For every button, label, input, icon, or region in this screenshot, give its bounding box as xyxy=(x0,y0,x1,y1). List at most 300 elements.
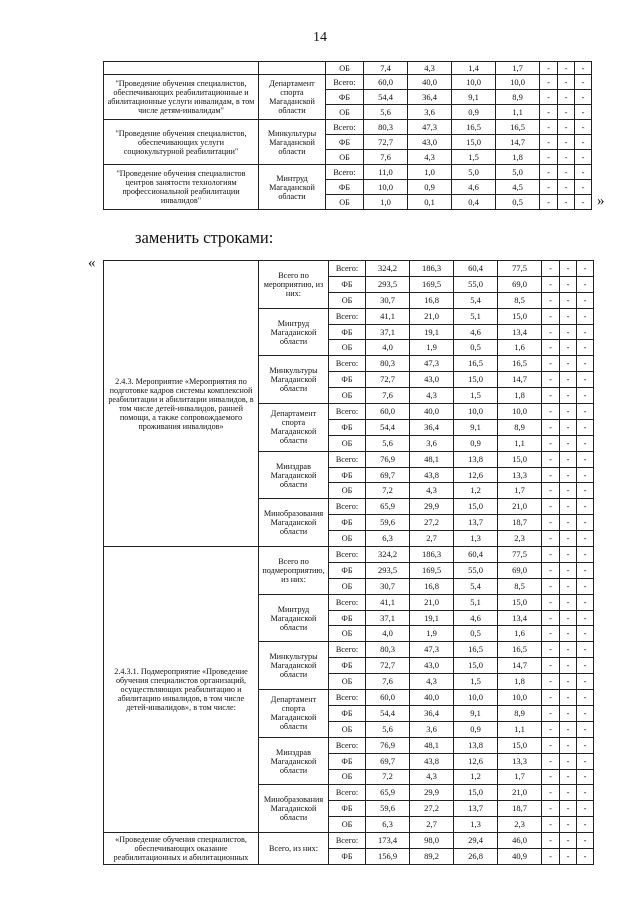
value-year-1: 36,4 xyxy=(410,705,454,721)
fund-label: Всего: xyxy=(329,356,366,372)
value-year-3: 69,0 xyxy=(498,562,542,578)
fund-label: ОБ xyxy=(329,435,366,451)
value-year-5: - xyxy=(560,419,577,435)
value-year-5: - xyxy=(560,261,577,277)
value-year-3: 40,9 xyxy=(498,848,542,864)
value-year-2: 0,9 xyxy=(452,105,496,120)
value-year-3: 15,0 xyxy=(498,737,542,753)
fund-label: ФБ xyxy=(329,372,366,388)
value-year-1: 4,3 xyxy=(410,483,454,499)
replacement-rows-table xyxy=(103,260,594,865)
value-year-5: - xyxy=(558,165,575,180)
fund-label: ОБ xyxy=(329,388,366,404)
value-total: 59,6 xyxy=(366,515,410,531)
value-year-6: - xyxy=(577,658,594,674)
value-year-3: 5,0 xyxy=(496,165,540,180)
value-year-3: 21,0 xyxy=(498,785,542,801)
value-year-3: 1,7 xyxy=(496,62,540,75)
value-year-4: - xyxy=(542,594,560,610)
value-total: 156,9 xyxy=(366,848,410,864)
value-year-5: - xyxy=(560,705,577,721)
value-year-6: - xyxy=(577,499,594,515)
value-year-2: 1,4 xyxy=(452,62,496,75)
value-total: 5,6 xyxy=(364,105,408,120)
table-row xyxy=(104,261,594,277)
value-year-1: 27,2 xyxy=(410,801,454,817)
value-year-5: - xyxy=(560,324,577,340)
value-year-5: - xyxy=(560,308,577,324)
table-row xyxy=(104,62,592,75)
executor-name: Всего по мероприятию, из них: xyxy=(259,261,329,309)
value-year-4: - xyxy=(542,340,560,356)
value-year-2: 16,5 xyxy=(454,356,498,372)
measure-description: "Проведение обучения специалистов, обеспечивающих реабилитационные и абилитационные услуги инвалидам, в том числе детям-инвалидам" xyxy=(104,75,259,120)
value-year-3: 2,3 xyxy=(498,531,542,547)
value-total: 10,0 xyxy=(364,180,408,195)
value-total: 80,3 xyxy=(366,642,410,658)
value-year-3: 15,0 xyxy=(498,451,542,467)
fund-label: ФБ xyxy=(329,276,366,292)
value-year-2: 13,8 xyxy=(454,451,498,467)
value-year-6: - xyxy=(575,62,592,75)
value-year-4: - xyxy=(540,90,558,105)
value-total: 7,6 xyxy=(366,674,410,690)
value-year-1: 169,5 xyxy=(410,276,454,292)
value-total: 76,9 xyxy=(366,451,410,467)
fund-label: ФБ xyxy=(329,562,366,578)
value-year-4: - xyxy=(542,801,560,817)
value-year-3: 1,8 xyxy=(498,388,542,404)
value-year-4: - xyxy=(542,674,560,690)
fund-label: ОБ xyxy=(329,483,366,499)
value-year-3: 16,5 xyxy=(498,642,542,658)
value-total: 60,0 xyxy=(366,690,410,706)
value-total: 7,2 xyxy=(366,769,410,785)
value-year-6: - xyxy=(577,467,594,483)
value-year-1: 40,0 xyxy=(410,690,454,706)
value-year-6: - xyxy=(577,324,594,340)
value-total: 293,5 xyxy=(366,562,410,578)
value-year-6: - xyxy=(575,165,592,180)
value-year-6: - xyxy=(575,120,592,135)
value-year-6: - xyxy=(577,737,594,753)
fund-label: ФБ xyxy=(329,515,366,531)
value-year-1: 0,9 xyxy=(408,180,452,195)
value-total: 80,3 xyxy=(364,120,408,135)
value-year-5: - xyxy=(558,120,575,135)
value-year-2: 29,4 xyxy=(454,833,498,849)
value-year-2: 15,0 xyxy=(454,499,498,515)
value-total: 324,2 xyxy=(366,261,410,277)
value-year-2: 1,5 xyxy=(452,150,496,165)
value-year-2: 10,0 xyxy=(454,404,498,420)
value-year-6: - xyxy=(577,705,594,721)
table-row xyxy=(104,547,594,563)
value-year-5: - xyxy=(558,195,575,210)
value-year-5: - xyxy=(560,642,577,658)
executor-name: Минобразования Магаданской области xyxy=(259,499,329,547)
value-year-5: - xyxy=(558,135,575,150)
value-year-5: - xyxy=(558,105,575,120)
value-year-3: 1,6 xyxy=(498,340,542,356)
value-year-2: 13,7 xyxy=(454,801,498,817)
executor-name: Всего, из них: xyxy=(259,833,329,865)
fund-label: ОБ xyxy=(326,150,364,165)
value-year-2: 13,7 xyxy=(454,515,498,531)
value-year-6: - xyxy=(577,404,594,420)
fund-label: ОБ xyxy=(329,531,366,547)
value-year-2: 12,6 xyxy=(454,753,498,769)
value-total: 60,0 xyxy=(364,75,408,90)
value-year-2: 9,1 xyxy=(454,419,498,435)
opening-quote: « xyxy=(88,255,96,271)
value-year-6: - xyxy=(577,531,594,547)
value-year-1: 4,3 xyxy=(408,62,452,75)
executor-name: Минтруд Магаданской области xyxy=(259,594,329,642)
value-year-5: - xyxy=(558,62,575,75)
value-year-3: 8,5 xyxy=(498,578,542,594)
value-year-2: 1,2 xyxy=(454,769,498,785)
value-year-5: - xyxy=(560,721,577,737)
value-total: 173,4 xyxy=(366,833,410,849)
value-year-2: 60,4 xyxy=(454,547,498,563)
value-year-5: - xyxy=(560,276,577,292)
value-year-1: 36,4 xyxy=(408,90,452,105)
value-year-3: 14,7 xyxy=(496,135,540,150)
executor-name: Департамент спорта Магаданской области xyxy=(259,75,326,120)
value-year-5: - xyxy=(560,753,577,769)
value-year-6: - xyxy=(577,626,594,642)
value-year-6: - xyxy=(577,594,594,610)
executor-name: Минтруд Магаданской области xyxy=(259,165,326,210)
value-year-5: - xyxy=(558,180,575,195)
fund-label: Всего: xyxy=(329,642,366,658)
value-total: 4,0 xyxy=(366,340,410,356)
value-year-3: 13,3 xyxy=(498,753,542,769)
value-year-2: 55,0 xyxy=(454,276,498,292)
value-year-5: - xyxy=(560,499,577,515)
value-year-6: - xyxy=(577,785,594,801)
fund-label: ФБ xyxy=(329,801,366,817)
fund-label: Всего: xyxy=(329,737,366,753)
value-year-1: 48,1 xyxy=(410,451,454,467)
fund-label: ОБ xyxy=(329,292,366,308)
value-year-6: - xyxy=(577,562,594,578)
measure-description: 2.4.3.1. Подмероприятие «Проведение обучения специалистов организаций, осуществляющих реабилитацию и абилитацию инвалидов, в том числе детей-инвалидов», в том числе: xyxy=(104,547,259,833)
value-year-1: 16,8 xyxy=(410,292,454,308)
page-number: 14 xyxy=(313,30,327,45)
fund-label: Всего: xyxy=(329,547,366,563)
value-year-6: - xyxy=(577,276,594,292)
value-year-1: 48,1 xyxy=(410,737,454,753)
value-year-1: 36,4 xyxy=(410,419,454,435)
value-year-5: - xyxy=(560,451,577,467)
fund-label: ОБ xyxy=(329,721,366,737)
value-year-1: 4,3 xyxy=(410,674,454,690)
value-year-2: 26,8 xyxy=(454,848,498,864)
fund-label: ОБ xyxy=(329,674,366,690)
value-year-6: - xyxy=(577,451,594,467)
value-year-5: - xyxy=(560,292,577,308)
value-year-4: - xyxy=(542,769,560,785)
value-year-3: 10,0 xyxy=(496,75,540,90)
value-year-4: - xyxy=(542,753,560,769)
value-year-1: 19,1 xyxy=(410,610,454,626)
value-year-4: - xyxy=(540,150,558,165)
value-year-3: 1,6 xyxy=(498,626,542,642)
value-total: 72,7 xyxy=(366,372,410,388)
fund-label: ФБ xyxy=(326,135,364,150)
value-year-3: 10,0 xyxy=(498,690,542,706)
value-total: 54,4 xyxy=(366,705,410,721)
value-year-5: - xyxy=(560,801,577,817)
value-total: 65,9 xyxy=(366,499,410,515)
value-year-1: 1,0 xyxy=(408,165,452,180)
value-year-5: - xyxy=(560,833,577,849)
value-year-4: - xyxy=(542,531,560,547)
value-year-3: 18,7 xyxy=(498,801,542,817)
fund-label: ФБ xyxy=(329,705,366,721)
value-year-6: - xyxy=(577,483,594,499)
value-year-6: - xyxy=(577,356,594,372)
value-year-6: - xyxy=(577,340,594,356)
value-year-6: - xyxy=(575,195,592,210)
executor-name: Минздрав Магаданской области xyxy=(259,737,329,785)
value-year-6: - xyxy=(577,292,594,308)
value-year-3: 21,0 xyxy=(498,499,542,515)
fund-label: ОБ xyxy=(329,769,366,785)
value-year-6: - xyxy=(575,135,592,150)
value-year-3: 8,9 xyxy=(498,419,542,435)
value-year-3: 13,4 xyxy=(498,324,542,340)
value-year-2: 5,4 xyxy=(454,292,498,308)
value-year-6: - xyxy=(577,817,594,833)
value-year-1: 43,0 xyxy=(408,135,452,150)
value-year-1: 16,8 xyxy=(410,578,454,594)
value-year-4: - xyxy=(542,419,560,435)
value-year-2: 13,8 xyxy=(454,737,498,753)
value-total: 7,4 xyxy=(364,62,408,75)
value-year-3: 4,5 xyxy=(496,180,540,195)
value-year-2: 16,5 xyxy=(454,642,498,658)
value-year-4: - xyxy=(542,705,560,721)
value-year-6: - xyxy=(575,75,592,90)
value-year-6: - xyxy=(577,261,594,277)
value-year-2: 15,0 xyxy=(454,372,498,388)
value-year-2: 15,0 xyxy=(454,785,498,801)
executor-name: Департамент спорта Магаданской области xyxy=(259,404,329,452)
value-year-5: - xyxy=(560,848,577,864)
value-year-4: - xyxy=(542,435,560,451)
value-year-2: 9,1 xyxy=(454,705,498,721)
value-total: 76,9 xyxy=(366,737,410,753)
fund-label: Всего: xyxy=(326,120,364,135)
value-year-3: 15,0 xyxy=(498,594,542,610)
value-year-6: - xyxy=(577,547,594,563)
value-year-5: - xyxy=(558,150,575,165)
value-year-2: 0,5 xyxy=(454,340,498,356)
value-year-1: 4,3 xyxy=(408,150,452,165)
value-year-6: - xyxy=(577,308,594,324)
blank-cell xyxy=(259,62,326,75)
executor-name: Департамент спорта Магаданской области xyxy=(259,690,329,738)
value-year-6: - xyxy=(577,753,594,769)
value-year-4: - xyxy=(542,292,560,308)
executor-name: Минтруд Магаданской области xyxy=(259,308,329,356)
value-total: 37,1 xyxy=(366,610,410,626)
value-year-1: 27,2 xyxy=(410,515,454,531)
value-total: 59,6 xyxy=(366,801,410,817)
value-total: 30,7 xyxy=(366,578,410,594)
value-year-4: - xyxy=(542,308,560,324)
value-year-1: 43,8 xyxy=(410,467,454,483)
value-year-1: 19,1 xyxy=(410,324,454,340)
table-row xyxy=(104,120,592,135)
value-year-5: - xyxy=(560,388,577,404)
measure-description: «Проведение обучения специалистов, обеспечивающих оказание реабилитационных и абилитационных xyxy=(104,833,259,865)
value-year-2: 1,2 xyxy=(454,483,498,499)
value-year-5: - xyxy=(560,817,577,833)
value-year-4: - xyxy=(540,105,558,120)
value-total: 69,7 xyxy=(366,467,410,483)
value-year-4: - xyxy=(542,578,560,594)
value-year-6: - xyxy=(577,372,594,388)
value-year-6: - xyxy=(577,690,594,706)
value-year-4: - xyxy=(540,165,558,180)
value-year-5: - xyxy=(560,626,577,642)
executor-name: Всего по подмероприятию, из них: xyxy=(259,547,329,595)
value-year-5: - xyxy=(560,467,577,483)
value-year-1: 1,9 xyxy=(410,626,454,642)
amended-rows-table xyxy=(103,61,592,210)
value-year-1: 4,3 xyxy=(410,388,454,404)
value-year-4: - xyxy=(542,721,560,737)
value-year-6: - xyxy=(577,435,594,451)
fund-label: ФБ xyxy=(329,324,366,340)
value-year-5: - xyxy=(560,356,577,372)
value-year-1: 3,6 xyxy=(410,721,454,737)
measure-description: "Проведение обучения специалистов, обеспечивающих услуги социокультурной реабилитации" xyxy=(104,120,259,165)
value-year-1: 98,0 xyxy=(410,833,454,849)
value-year-5: - xyxy=(560,785,577,801)
value-year-6: - xyxy=(577,848,594,864)
value-year-3: 69,0 xyxy=(498,276,542,292)
value-year-4: - xyxy=(540,75,558,90)
value-year-1: 43,8 xyxy=(410,753,454,769)
fund-label: ФБ xyxy=(329,467,366,483)
value-year-2: 60,4 xyxy=(454,261,498,277)
value-year-4: - xyxy=(542,547,560,563)
value-year-2: 10,0 xyxy=(454,690,498,706)
value-year-5: - xyxy=(560,404,577,420)
executor-name: Минкультуры Магаданской области xyxy=(259,356,329,404)
value-year-6: - xyxy=(577,388,594,404)
fund-label: ОБ xyxy=(326,195,364,210)
value-year-2: 0,5 xyxy=(454,626,498,642)
fund-label: Всего: xyxy=(329,833,366,849)
value-year-5: - xyxy=(560,340,577,356)
value-total: 30,7 xyxy=(366,292,410,308)
fund-label: ОБ xyxy=(329,817,366,833)
value-year-4: - xyxy=(542,467,560,483)
value-year-1: 0,1 xyxy=(408,195,452,210)
value-year-5: - xyxy=(558,90,575,105)
value-year-4: - xyxy=(542,372,560,388)
value-total: 4,0 xyxy=(366,626,410,642)
value-year-6: - xyxy=(577,833,594,849)
blank-cell xyxy=(104,62,259,75)
value-year-2: 15,0 xyxy=(452,135,496,150)
value-year-4: - xyxy=(542,261,560,277)
fund-label: ФБ xyxy=(326,90,364,105)
value-total: 65,9 xyxy=(366,785,410,801)
value-year-3: 2,3 xyxy=(498,817,542,833)
replace-instruction: заменить строками: xyxy=(135,228,274,247)
value-year-1: 29,9 xyxy=(410,785,454,801)
value-year-4: - xyxy=(540,180,558,195)
value-year-5: - xyxy=(560,578,577,594)
fund-label: Всего: xyxy=(329,308,366,324)
fund-label: ФБ xyxy=(329,848,366,864)
value-year-3: 1,1 xyxy=(498,435,542,451)
value-year-3: 1,8 xyxy=(496,150,540,165)
value-total: 324,2 xyxy=(366,547,410,563)
value-year-1: 40,0 xyxy=(410,404,454,420)
value-year-1: 3,6 xyxy=(410,435,454,451)
value-year-1: 186,3 xyxy=(410,547,454,563)
value-year-4: - xyxy=(542,324,560,340)
value-year-3: 13,4 xyxy=(498,610,542,626)
value-year-6: - xyxy=(575,90,592,105)
value-year-1: 2,7 xyxy=(410,531,454,547)
value-year-4: - xyxy=(542,848,560,864)
closing-quote: » xyxy=(597,193,605,209)
value-year-4: - xyxy=(542,658,560,674)
value-total: 293,5 xyxy=(366,276,410,292)
value-year-2: 4,6 xyxy=(454,324,498,340)
value-year-2: 5,0 xyxy=(452,165,496,180)
value-year-3: 15,0 xyxy=(498,308,542,324)
value-year-2: 5,1 xyxy=(454,594,498,610)
table-row xyxy=(104,833,594,849)
fund-label: ФБ xyxy=(326,180,364,195)
value-year-5: - xyxy=(560,435,577,451)
value-year-4: - xyxy=(542,642,560,658)
value-total: 5,6 xyxy=(366,721,410,737)
value-year-2: 9,1 xyxy=(452,90,496,105)
value-year-4: - xyxy=(542,515,560,531)
value-total: 6,3 xyxy=(366,817,410,833)
value-year-1: 169,5 xyxy=(410,562,454,578)
value-year-2: 4,6 xyxy=(452,180,496,195)
value-year-3: 10,0 xyxy=(498,404,542,420)
table-row xyxy=(104,165,592,180)
table-row xyxy=(104,75,592,90)
value-total: 7,6 xyxy=(364,150,408,165)
value-year-1: 4,3 xyxy=(410,769,454,785)
value-year-1: 2,7 xyxy=(410,817,454,833)
value-year-2: 55,0 xyxy=(454,562,498,578)
value-total: 69,7 xyxy=(366,753,410,769)
value-year-3: 1,7 xyxy=(498,769,542,785)
value-year-4: - xyxy=(542,276,560,292)
value-year-6: - xyxy=(577,419,594,435)
value-year-5: - xyxy=(560,594,577,610)
fund-label: ОБ xyxy=(329,578,366,594)
value-year-4: - xyxy=(542,451,560,467)
value-total: 37,1 xyxy=(366,324,410,340)
value-year-4: - xyxy=(540,195,558,210)
